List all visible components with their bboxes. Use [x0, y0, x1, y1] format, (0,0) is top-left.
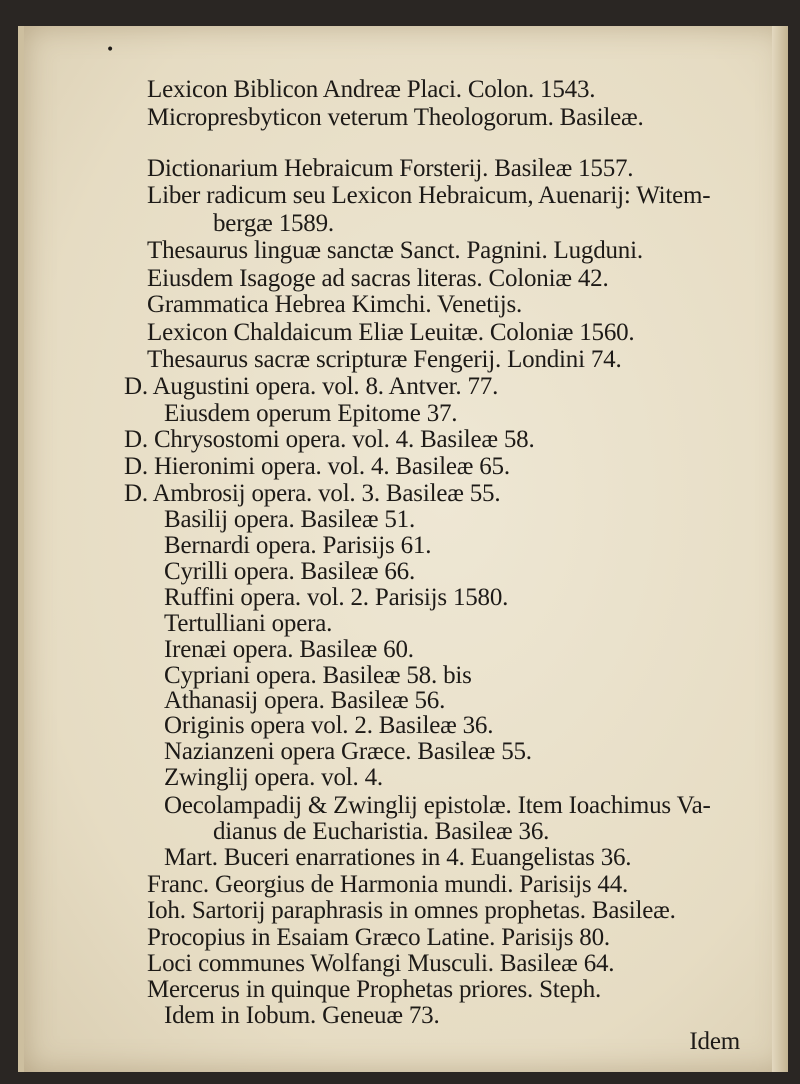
entry-line: D. Chrysostomi opera. vol. 4. Basileæ 58. [124, 426, 535, 453]
entry-line: Mercerus in quinque Prophetas priores. Steph. [147, 976, 602, 1003]
entry-line: Lexicon Biblicon Andreæ Placi. Colon. 1543. [147, 76, 596, 103]
entry-line: Liber radicum seu Lexicon Hebraicum, Auenarij: Witem- [147, 182, 711, 209]
entry-line: dianus de Eucharistia. Basileæ 36. [213, 818, 550, 845]
entry-line: Cyrilli opera. Basileæ 66. [164, 558, 416, 585]
entry-line: Micropresbyticon veterum Theologorum. Basileæ. [147, 104, 644, 131]
entry-line: Franc. Georgius de Harmonia mundi. Parisijs 44. [147, 871, 629, 898]
entry-line: Procopius in Esaiam Græco Latine. Parisijs 80. [147, 924, 610, 951]
entry-line: Cypriani opera. Basileæ 58. bis [164, 662, 472, 689]
entry-line: Thesaurus linguæ sanctæ Sanct. Pagnini. Lugduni. [147, 237, 643, 264]
entry-line: Nazianzeni opera Græce. Basileæ 55. [164, 738, 532, 765]
entry-line: Basilij opera. Basileæ 51. [164, 506, 416, 533]
entry-line: Tertulliani opera. [164, 610, 333, 637]
entry-line: Dictionarium Hebraicum Forsterij. Basileæ 1557. [147, 155, 634, 182]
ink-mark: • [106, 42, 115, 58]
entry-line: D. Hieronimi opera. vol. 4. Basileæ 65. [124, 453, 510, 480]
entry-line: Thesaurus sacræ scripturæ Fengerij. Londini 74. [147, 346, 622, 373]
entry-line: Grammatica Hebrea Kimchi. Venetijs. [147, 291, 523, 318]
entry-line: D. Ambrosij opera. vol. 3. Basileæ 55. [124, 480, 501, 507]
entry-line: Zwinglij opera. vol. 4. [164, 764, 383, 791]
entry-line: Idem in Iobum. Geneuæ 73. [164, 1002, 440, 1029]
entry-line: D. Augustini opera. vol. 8. Antver. 77. [124, 373, 499, 400]
entry-line: Bernardi opera. Parisijs 61. [164, 532, 432, 559]
entry-line: bergæ 1589. [213, 210, 334, 237]
entry-line: Ruffini opera. vol. 2. Parisijs 1580. [164, 584, 509, 611]
entry-line: Lexicon Chaldaicum Eliæ Leuitæ. Coloniæ 1560. [147, 319, 635, 346]
entry-line: Athanasij opera. Basileæ 56. [164, 687, 446, 714]
entry-line: Mart. Buceri enarrationes in 4. Euangelistas 36. [164, 844, 632, 871]
entry-line: Eiusdem Isagoge ad sacras literas. Coloniæ 42. [147, 265, 609, 292]
page-spine-edge [772, 26, 788, 1072]
entry-line: Irenæi opera. Basileæ 60. [164, 636, 414, 663]
entry-line: Ioh. Sartorij paraphrasis in omnes prophetas. Basileæ. [147, 897, 676, 924]
entry-line: Oecolampadij & Zwinglij epistolæ. Item Ioachimus Va- [164, 792, 711, 819]
book-page [18, 26, 788, 1072]
entry-line: Originis opera vol. 2. Basileæ 36. [164, 712, 494, 739]
entry-line: Loci communes Wolfangi Musculi. Basileæ 64. [147, 950, 615, 977]
entry-line: Eiusdem operum Epitome 37. [164, 400, 458, 427]
catchword: Idem [689, 1028, 740, 1055]
